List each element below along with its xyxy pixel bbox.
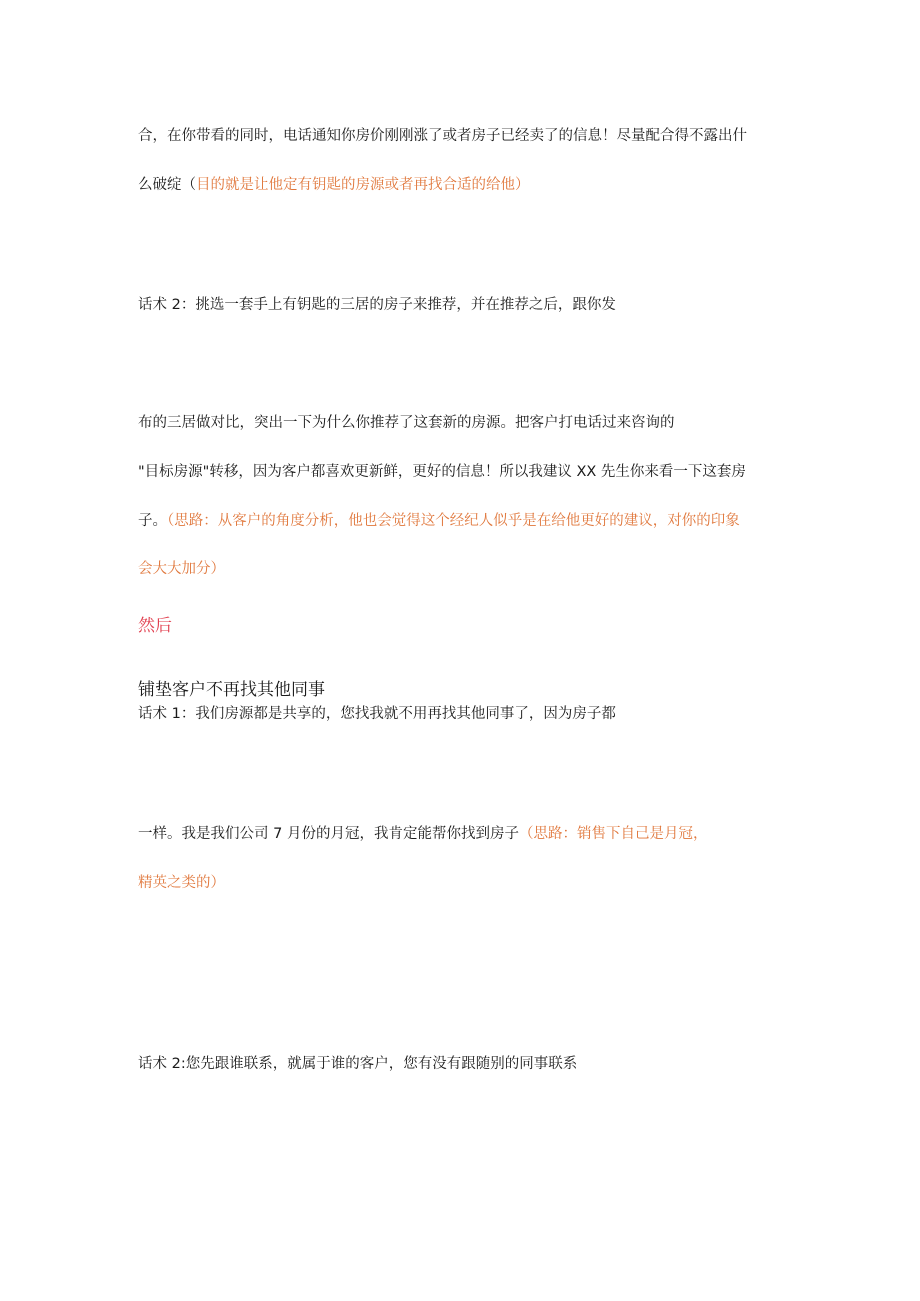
annotation-text: （思路：销售下自己是月冠， bbox=[518, 826, 708, 842]
text-span: 布的三居做对比，突出一下为什么你推荐了这套新的房源。把客户打电话过来咨询的 bbox=[138, 415, 675, 431]
paragraph-line bbox=[138, 295, 616, 315]
annotation-text: 精英之类的） bbox=[138, 875, 225, 891]
text-span: 合，在你带看的同时，电话通知你房价刚刚涨了或者房子已经卖了的信息！尽量配合得不露出什 bbox=[138, 128, 747, 144]
text-span: 话术 2：挑选一套手上有钥匙的三居的房子来推荐，并在推荐之后，跟你发 bbox=[138, 297, 616, 313]
paragraph-line bbox=[138, 175, 530, 195]
paragraph-line bbox=[138, 824, 707, 844]
annotation-text: 会大大加分） bbox=[138, 561, 225, 577]
annotation-text: 目的就是让他定有钥匙的房源或者再找合适的给他） bbox=[196, 177, 530, 193]
then-heading bbox=[138, 616, 172, 636]
paragraph-line bbox=[138, 462, 746, 482]
heading-text: 然后 bbox=[138, 616, 172, 636]
paragraph-line bbox=[138, 1054, 577, 1074]
annotation-text: （思路：从客户的角度分析，他也会觉得这个经纪人似乎是在给他更好的建议，对你的印象 bbox=[167, 513, 740, 529]
paragraph-line bbox=[138, 873, 225, 893]
paragraph-line bbox=[138, 559, 225, 579]
text-span: 一样。我是我们公司 7 月份的月冠，我肯定能帮你找到房子 bbox=[138, 826, 519, 842]
heading-text: 铺垫客户不再找其他同事 bbox=[138, 680, 325, 700]
text-span: "目标房源"转移，因为客户都喜欢更新鲜，更好的信息！所以我建议 XX 先生你来看一下这套房 bbox=[138, 464, 746, 480]
paragraph-line bbox=[138, 413, 675, 433]
paragraph-line bbox=[138, 126, 747, 146]
text-span: 话术 1：我们房源都是共享的，您找我就不用再找其他同事了，因为房子都 bbox=[138, 706, 616, 722]
text-span: 话术 2:您先跟谁联系，就属于谁的客户，您有没有跟随别的同事联系 bbox=[138, 1056, 578, 1072]
section-heading bbox=[138, 680, 325, 700]
paragraph-line bbox=[138, 511, 740, 531]
text-span: 子。 bbox=[138, 513, 167, 529]
paragraph-line bbox=[138, 704, 616, 724]
text-span: 么破绽（ bbox=[138, 177, 196, 193]
